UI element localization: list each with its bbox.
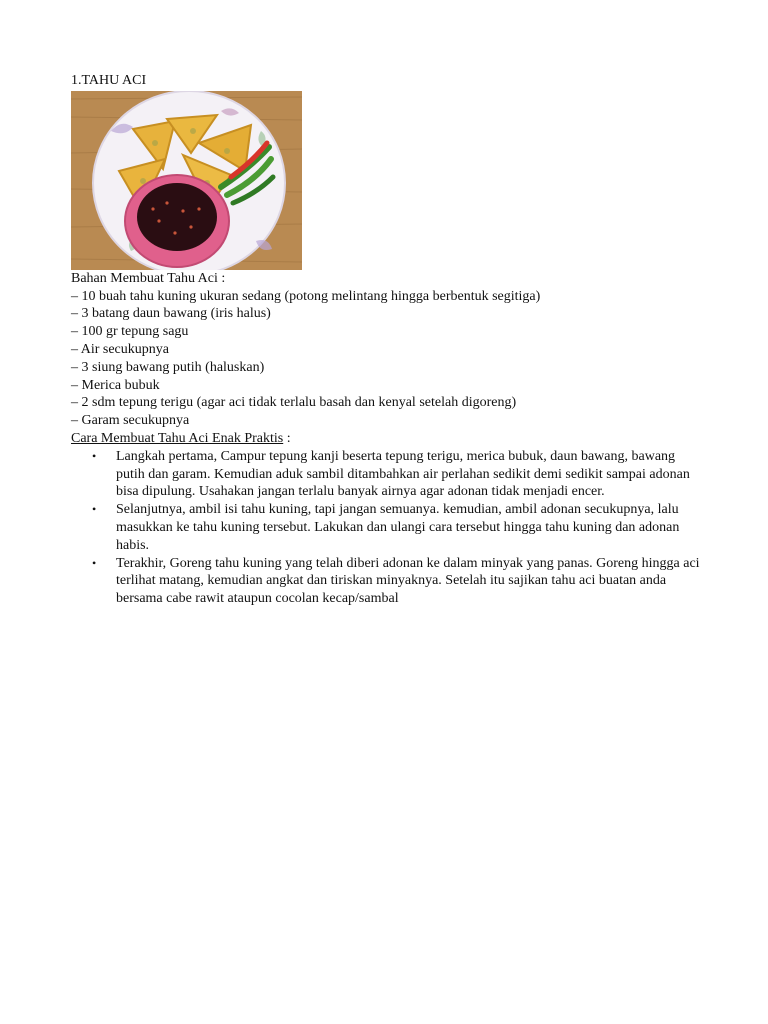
method-heading-colon: :	[283, 430, 291, 446]
sauce-bowl	[125, 175, 229, 267]
ingredient-item: – 100 gr tepung sagu	[71, 324, 189, 340]
ingredient-item: – 10 buah tahu kuning ukuran sedang (potong melintang hingga berbentuk segitiga)	[71, 288, 541, 304]
ingredient-item: – Garam secukupnya	[71, 413, 190, 429]
document-content	[71, 72, 711, 608]
method-step-text: Terakhir, Goreng tahu kuning yang telah diberi adonan ke dalam minyak yang panas. Goreng hingga aci terlihat matang, kemudian angkat dan tiriskan minyaknya. Setelah itu sajikan tahu aci buatan anda bersama cabe rawit ataupun cocolan kecap/sambal	[116, 555, 700, 607]
ingredient-item: – Air secukupnya	[71, 341, 169, 357]
method-heading	[71, 430, 711, 448]
method-step	[71, 555, 711, 608]
ingredients-heading: Bahan Membuat Tahu Aci :	[71, 270, 226, 286]
method-step-text: Selanjutnya, ambil isi tahu kuning, tapi jangan semuanya. kemudian, ambil adonan secukupnya, lalu masukkan ke tahu kuning tersebut. Lakukan dan ulangi cara tersebut hingga tahu kuning dan adonan habis.	[116, 502, 680, 553]
method-step	[71, 448, 711, 501]
tahu-aci-photo	[71, 91, 302, 270]
ingredient-item: – 3 batang daun bawang (iris halus)	[71, 306, 271, 322]
method-step-list	[71, 448, 711, 608]
recipe-title: 1.TAHU ACI	[71, 73, 147, 88]
method-step-text: Langkah pertama, Campur tepung kanji beserta tepung terigu, merica bubuk, daun bawang, bawang putih dan garam. Kemudian aduk sambil ditambahkan air perlahan sedikit demi sedikit sampai adonan bisa dipulung. Usahakan jangan terlalu banyak airnya agar adonan tidak menjadi encer.	[116, 448, 690, 500]
bullet-icon: •	[92, 502, 97, 517]
method-step	[71, 501, 711, 554]
method-heading-text: Cara Membuat Tahu Aci Enak Praktis	[71, 430, 284, 446]
ingredient-item: – 2 sdm tepung terigu (agar aci tidak terlalu basah dan kenyal setelah digoreng)	[71, 395, 517, 411]
ingredient-item: – 3 siung bawang putih (haluskan)	[71, 359, 265, 375]
bullet-icon: •	[92, 448, 97, 463]
ingredient-item: – Merica bubuk	[71, 377, 160, 393]
ingredient-list	[71, 288, 711, 430]
bullet-icon: •	[92, 555, 97, 570]
